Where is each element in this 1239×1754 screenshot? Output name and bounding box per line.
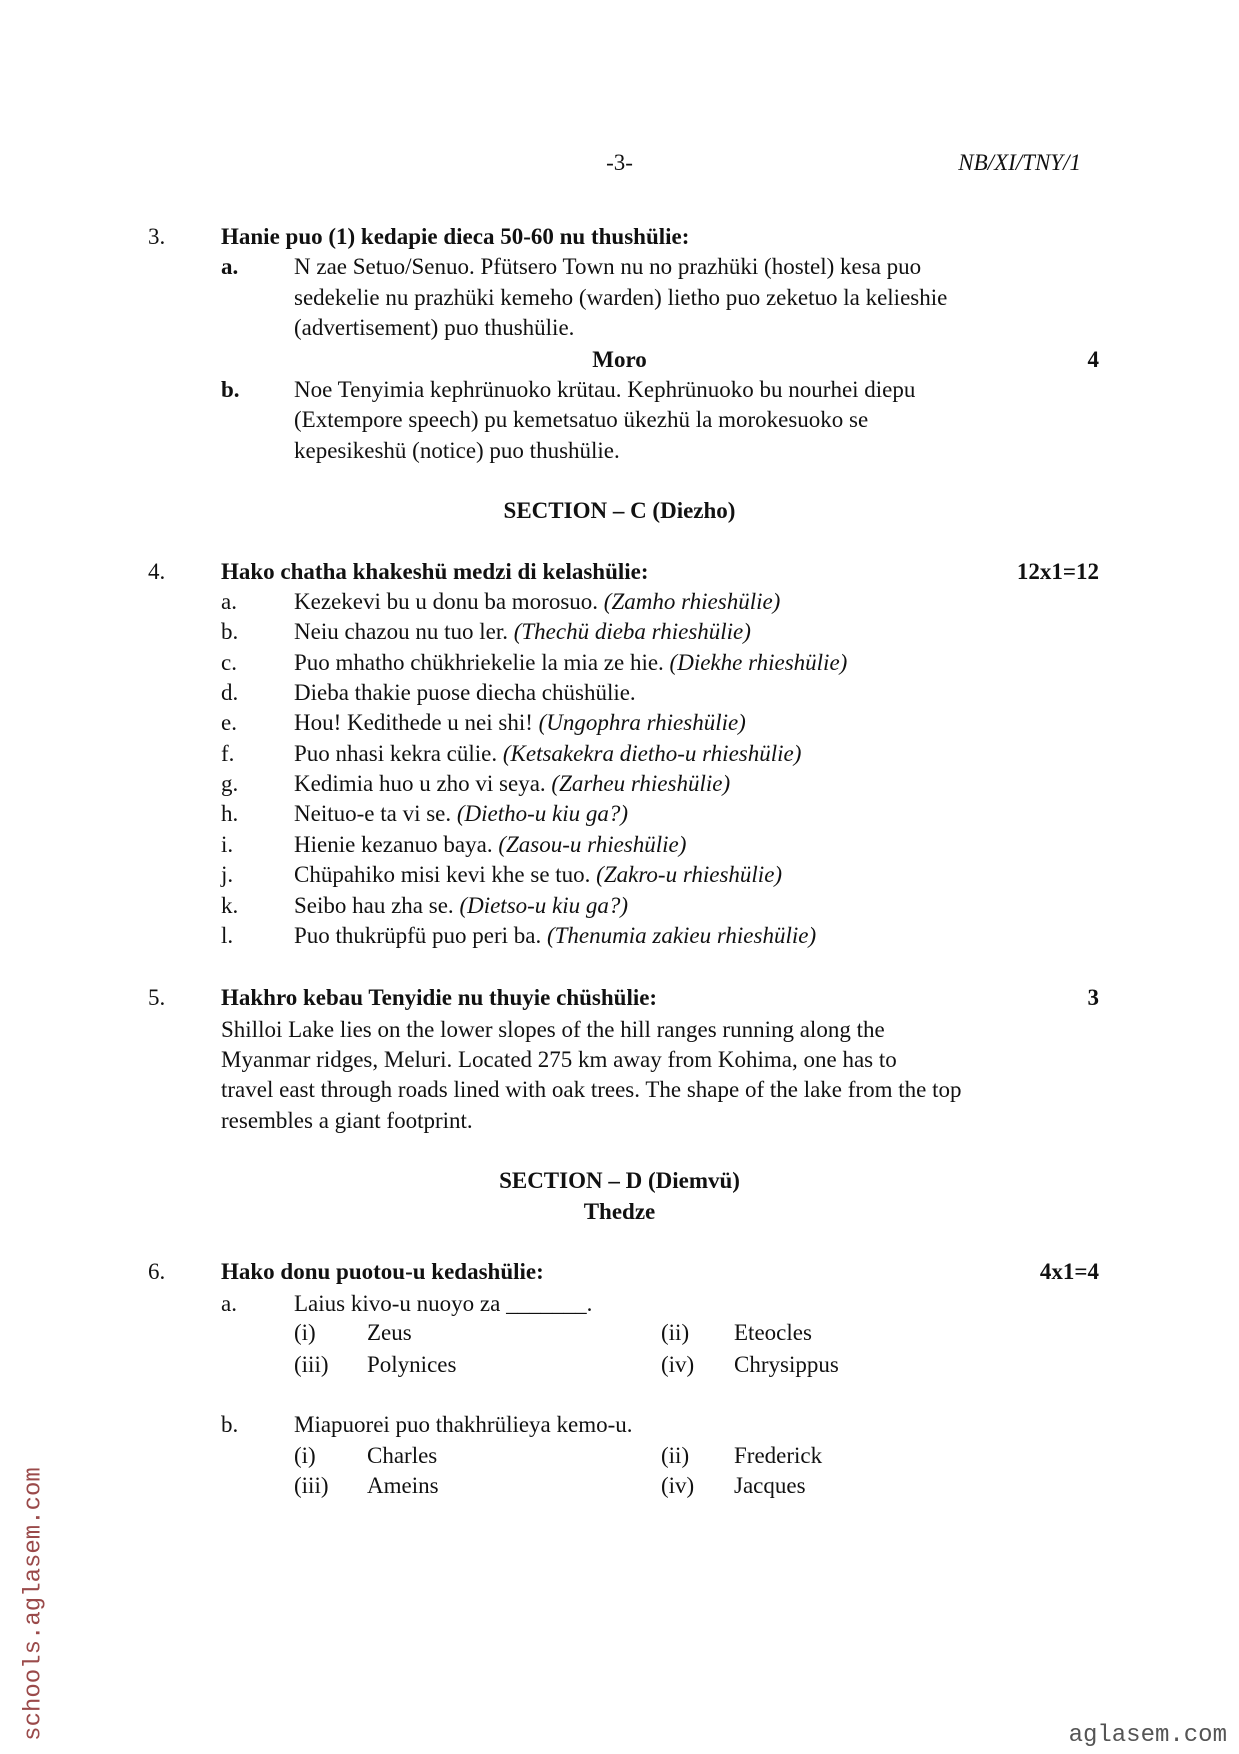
q4-item-hint: (Zasou-u rhieshülie) bbox=[498, 831, 687, 857]
q4-number: 4. bbox=[148, 559, 166, 584]
q4-item-label: a. bbox=[221, 589, 237, 614]
option-label: (iii) bbox=[294, 1352, 329, 1377]
option-text: Zeus bbox=[367, 1320, 412, 1345]
q4-item-label: d. bbox=[221, 680, 239, 706]
q4-item bbox=[294, 922, 816, 950]
q3a-line: N zae Setuo/Senuo. Pfütsero Town nu no prazhüki (hostel) kesa puo bbox=[294, 254, 922, 279]
option-label: (iv) bbox=[661, 1352, 695, 1377]
q6b-label: b. bbox=[221, 1412, 239, 1437]
q5-passage-line: Myanmar ridges, Meluri. Located 275 km away from Kohima, one has to bbox=[221, 1047, 897, 1072]
q4-item-hint: (Zarheu rhieshülie) bbox=[551, 771, 731, 797]
q6-number: 6. bbox=[148, 1259, 166, 1284]
q6a-label: a. bbox=[221, 1291, 237, 1316]
section-d-heading: SECTION – D (Diemvü) bbox=[499, 1168, 740, 1193]
q4-item-label: c. bbox=[221, 649, 237, 675]
q4-item-text: Puo thukrüpfü puo peri ba. bbox=[294, 922, 542, 948]
q3b-line: kepesikeshü (notice) puo thushülie. bbox=[294, 438, 620, 463]
section-c-heading: SECTION – C (Diezho) bbox=[503, 498, 736, 523]
q4-marks: 12x1=12 bbox=[1016, 559, 1099, 584]
q6-marks: 4x1=4 bbox=[1039, 1259, 1099, 1284]
q4-item bbox=[294, 740, 801, 768]
q4-title: Hako chatha khakeshü medzi di kelashülie: bbox=[221, 559, 649, 584]
q4-item-label: h. bbox=[221, 801, 239, 827]
footer-watermark: aglasem.com bbox=[1068, 1722, 1227, 1749]
q6-title: Hako donu puotou-u kedashülie: bbox=[221, 1259, 544, 1284]
option-label: (ii) bbox=[661, 1443, 690, 1468]
q4-item-text: Kedimia huo u zho vi seya. bbox=[294, 771, 546, 797]
q5-passage-line: resembles a giant footprint. bbox=[221, 1108, 473, 1133]
q5-number: 5. bbox=[148, 985, 166, 1010]
option-text: Jacques bbox=[734, 1473, 806, 1498]
option-text: Eteocles bbox=[734, 1320, 812, 1345]
q6a-text: Laius kivo-u nuoyo za _______. bbox=[294, 1291, 593, 1316]
option-text: Frederick bbox=[734, 1443, 823, 1468]
q4-item-text: Dieba thakie puose diecha chüshülie. bbox=[294, 680, 636, 706]
q4-item-text: Puo nhasi kekra cülie. bbox=[294, 740, 498, 766]
option-label: (iv) bbox=[661, 1473, 695, 1498]
q4-item-label: f. bbox=[221, 740, 235, 766]
q4-item bbox=[294, 800, 628, 828]
option-label: (i) bbox=[294, 1320, 316, 1345]
q3-number: 3. bbox=[148, 224, 166, 249]
q4-item-label: j. bbox=[221, 862, 234, 888]
q4-item bbox=[294, 588, 780, 616]
q4-item bbox=[294, 770, 730, 798]
q3b-line: Noe Tenyimia kephrünuoko krütau. Kephrünuoko bu nourhei diepu bbox=[294, 377, 916, 402]
q4-item-text: Hou! Kedithede u nei shi! bbox=[294, 710, 533, 736]
q4-item-hint: (Ketsakekra dietho-u rhieshülie) bbox=[502, 740, 802, 766]
q4-item-hint: (Zakro-u rhieshülie) bbox=[596, 862, 783, 888]
q4-item bbox=[294, 831, 686, 859]
option-text: Polynices bbox=[367, 1352, 457, 1377]
q4-item-label: g. bbox=[221, 771, 239, 797]
q3a-label: a. bbox=[221, 254, 239, 279]
q3a-line: (advertisement) puo thushülie. bbox=[294, 315, 575, 340]
page-number: -3- bbox=[606, 150, 633, 175]
q4-item-text: Neituo-e ta vi se. bbox=[294, 801, 457, 827]
q4-item bbox=[294, 709, 746, 737]
q4-item-label: e. bbox=[221, 710, 237, 736]
q4-item-hint: (Diekhe rhieshülie) bbox=[669, 649, 848, 675]
option-label: (ii) bbox=[661, 1320, 690, 1345]
q3-or: Moro bbox=[592, 347, 647, 372]
q4-item bbox=[294, 618, 751, 646]
q6b-text: Miapuorei puo thakhrülieya kemo-u. bbox=[294, 1412, 633, 1437]
option-text: Ameins bbox=[367, 1473, 439, 1498]
q4-item-label: l. bbox=[221, 922, 234, 948]
q5-marks: 3 bbox=[1087, 985, 1099, 1010]
option-label: (iii) bbox=[294, 1473, 329, 1498]
q5-passage-line: travel east through roads lined with oak trees. The shape of the lake from the top bbox=[221, 1077, 962, 1102]
q4-item-hint: (Zamho rhieshülie) bbox=[603, 589, 781, 614]
q4-item-hint: (Thenumia zakieu rhieshülie) bbox=[546, 922, 817, 948]
section-d-subtitle: Thedze bbox=[583, 1199, 656, 1224]
q5-passage-line: Shilloi Lake lies on the lower slopes of the hill ranges running along the bbox=[221, 1017, 885, 1042]
q4-item-hint: (Dietso-u kiu ga?) bbox=[459, 892, 629, 918]
q4-item-text: Seibo hau zha se. bbox=[294, 892, 454, 918]
q4-item-label: k. bbox=[221, 892, 239, 918]
q4-item-label: b. bbox=[221, 619, 239, 645]
q3-marks: 4 bbox=[1087, 347, 1099, 372]
q4-item-hint: (Thechü dieba rhieshülie) bbox=[513, 619, 751, 645]
q4-item-text: Kezekevi bu u donu ba morosuo. bbox=[294, 589, 599, 614]
option-text: Chrysippus bbox=[734, 1352, 839, 1377]
q4-item-text: Chüpahiko misi kevi khe se tuo. bbox=[294, 862, 591, 888]
q3-title: Hanie puo (1) kedapie dieca 50-60 nu thushülie: bbox=[221, 224, 690, 249]
q4-item bbox=[294, 861, 782, 889]
q4-item-text: Hienie kezanuo baya. bbox=[294, 831, 493, 857]
side-watermark: schools.aglasem.com bbox=[20, 1467, 48, 1741]
q4-item-hint: (Dietho-u kiu ga?) bbox=[456, 801, 629, 827]
q3a-line: sedekelie nu prazhüki kemeho (warden) lietho puo zeketuo la kelieshie bbox=[294, 285, 948, 310]
q5-title: Hakhro kebau Tenyidie nu thuyie chüshülie: bbox=[221, 985, 658, 1010]
q4-item-label: i. bbox=[221, 831, 234, 857]
option-label: (i) bbox=[294, 1443, 316, 1468]
paper-code: NB/XI/TNY/1 bbox=[958, 150, 1081, 175]
option-text: Charles bbox=[367, 1443, 438, 1468]
q4-item-hint: (Ungophra rhieshülie) bbox=[538, 710, 746, 736]
q3b-line: (Extempore speech) pu kemetsatuo ükezhü la morokesuoko se bbox=[294, 407, 869, 432]
q4-item-text: Neiu chazou nu tuo ler. bbox=[294, 619, 508, 645]
q4-item-text: Puo mhatho chükhriekelie la mia ze hie. bbox=[294, 649, 664, 675]
q4-item bbox=[294, 892, 628, 920]
q3b-label: b. bbox=[221, 377, 240, 402]
q4-item bbox=[294, 679, 636, 707]
q4-item bbox=[294, 649, 847, 677]
